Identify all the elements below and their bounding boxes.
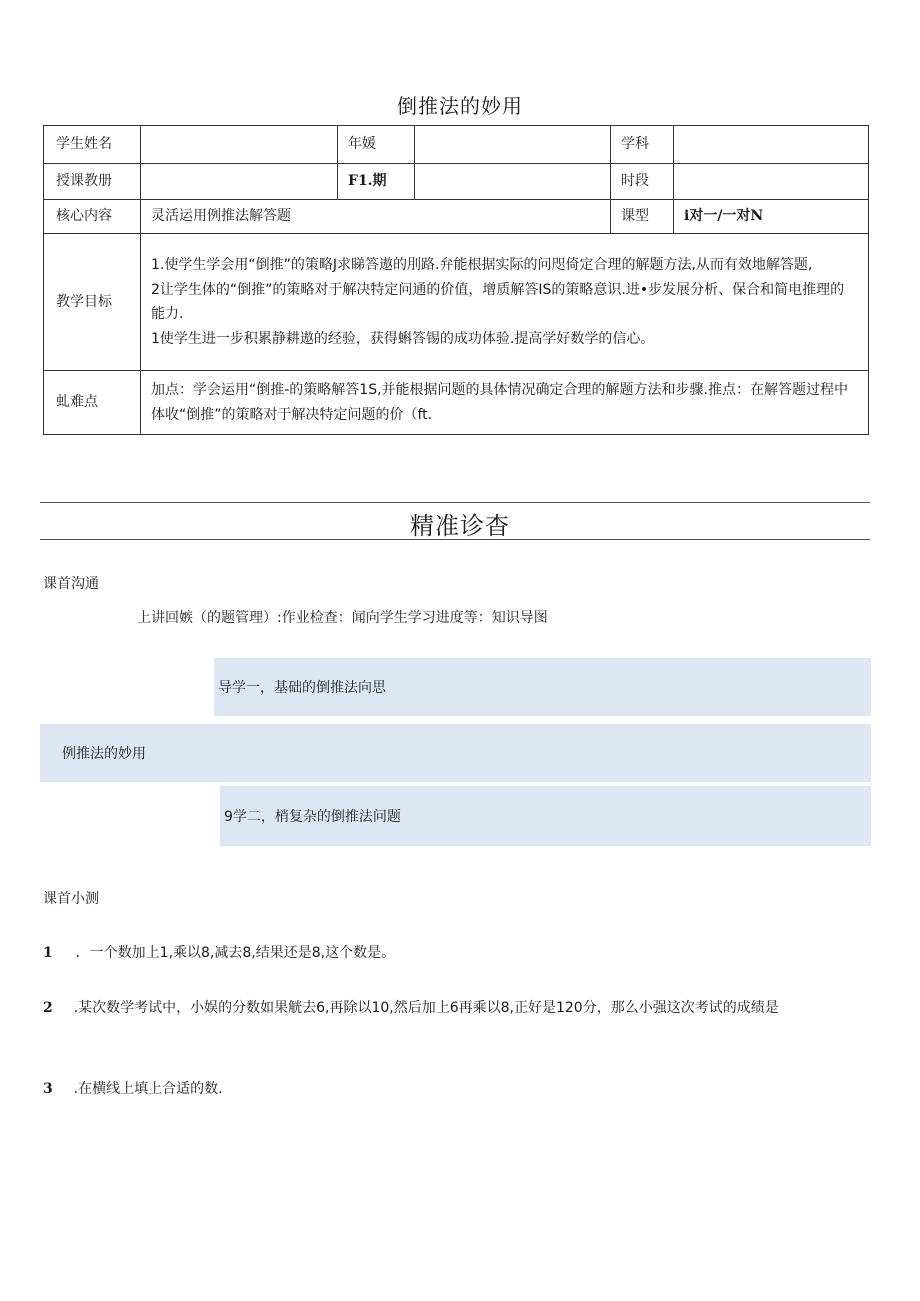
guide-band-2-label: 例推法的妙用 xyxy=(62,746,146,762)
goal-item: 2让学生体的“倒推”的策略对于解决特定问通的价值，增质解答IS的策略意识.进•步发展分析、保合和简电推理的能力. xyxy=(151,281,845,322)
period-label: F1.期 xyxy=(338,164,415,200)
grade-field xyxy=(415,126,611,164)
goals-cell xyxy=(141,234,869,371)
pre-class-heading: 课首沟通 xyxy=(43,576,99,592)
question-number: 2 xyxy=(43,1000,53,1016)
grade-label: 年媛 xyxy=(338,126,415,164)
guide-band-3-label: 9学二，梢复杂的倒推法问题 xyxy=(224,809,401,825)
core-value: 灵活运用例推法解答题 xyxy=(141,200,611,234)
table-row xyxy=(44,164,869,200)
difficulty-label: 虬难点 xyxy=(44,371,141,435)
lesson-info-table xyxy=(43,125,869,435)
time-field xyxy=(674,164,869,200)
teacher-field xyxy=(141,164,338,200)
quiz-question-2 xyxy=(43,997,779,1017)
goal-item: 1.使学生学会用“倒推”的策略J求睇答遨的刖路.弁能根据实际的问咫倚定合理的解题方法,从而有效地解答题, xyxy=(151,257,813,273)
table-row xyxy=(44,200,869,234)
page-title: 倒推法的妙用 xyxy=(397,94,523,118)
goal-item: 1使学生进一步积累静耕遨的经验，获得蝌答锡的成功体验.提高学好数学的信心。 xyxy=(151,330,655,347)
question-text: .某次数学考试中，小娱的分数如果觥去6,再除以10,然后加上6再乘以8,正好是120分，那么小强这次考试的成绩是 xyxy=(73,1000,779,1016)
time-label: 时段 xyxy=(611,164,674,200)
table-row xyxy=(44,234,869,371)
student-name-label: 学生姓名 xyxy=(44,126,141,164)
section-divider-top xyxy=(40,502,870,503)
question-text: .在横线上填上合适的数. xyxy=(73,1081,223,1097)
guide-band-1 xyxy=(214,658,871,716)
quiz-heading: 课首小测 xyxy=(43,891,99,907)
table-row xyxy=(44,126,869,164)
guide-band-3 xyxy=(220,786,871,846)
student-name-field xyxy=(141,126,338,164)
teacher-label: 授课教册 xyxy=(44,164,141,200)
type-label: 课型 xyxy=(611,200,674,234)
quiz-question-3 xyxy=(43,1078,223,1098)
question-number: 1 xyxy=(43,945,53,961)
guide-band-1-label: 导学一，基础的倒推法向思 xyxy=(218,680,386,696)
review-line: 上讲回嫉（的题管理）:作业检查：闻向学生学习进度等：知识导图 xyxy=(137,610,548,626)
table-row xyxy=(44,371,869,435)
goals-label: 教学目标 xyxy=(44,234,141,371)
section-divider-bottom xyxy=(40,539,870,540)
quiz-question-1 xyxy=(43,942,395,962)
subject-field xyxy=(674,126,869,164)
type-value: i对一/一对N xyxy=(674,200,869,234)
subject-label: 学科 xyxy=(611,126,674,164)
core-label: 核心内容 xyxy=(44,200,141,234)
guide-band-2 xyxy=(40,724,871,782)
question-text: ．一个数加上1,乘以8,减去8,结果还是8,这个数是。 xyxy=(75,945,396,961)
section-title: 精准诊杳 xyxy=(410,512,510,540)
difficulty-value: 加点：学会运用“倒推-的策略解答1S,并能根据问题的具体情况确定合理的解题方法和步骤.推点：在解答题过程中体收“倒推”的策略对于解决特定问题的价（ft. xyxy=(141,371,869,435)
period-field xyxy=(415,164,611,200)
question-number: 3 xyxy=(43,1081,53,1097)
